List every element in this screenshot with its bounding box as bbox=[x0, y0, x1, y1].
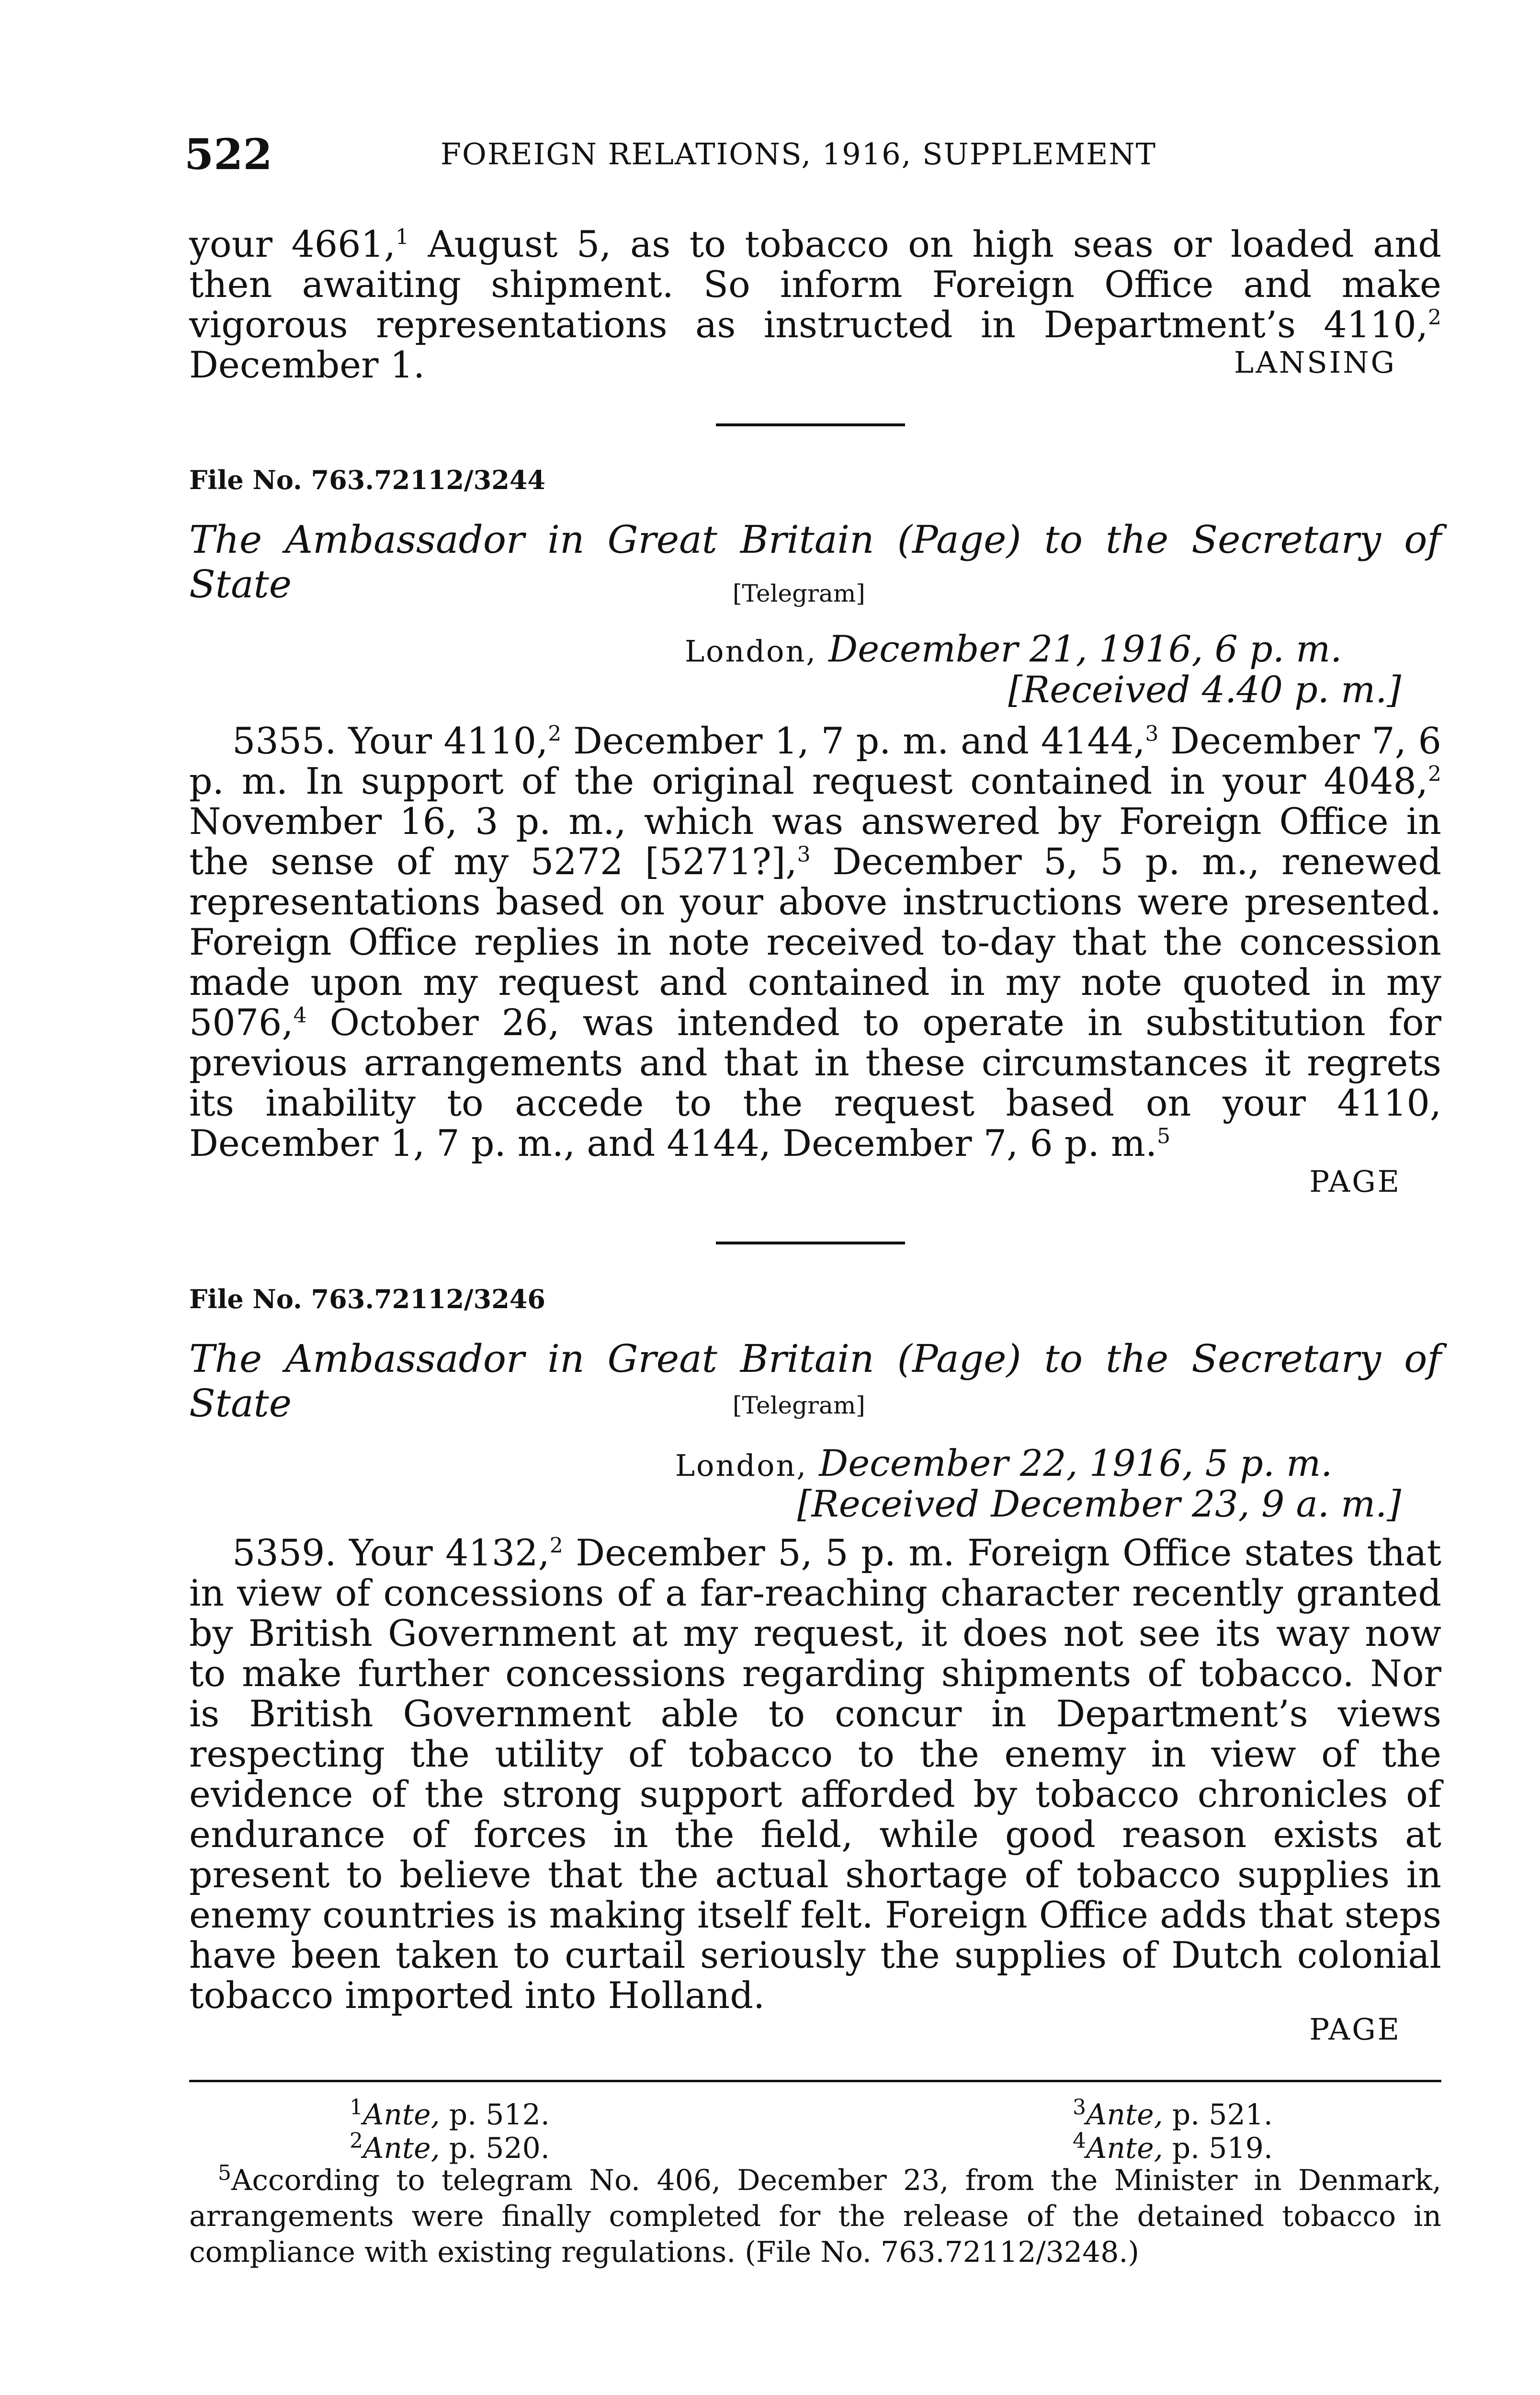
file-number: File No. 763.72112/3244 bbox=[189, 465, 545, 495]
running-title: FOREIGN RELATIONS, 1916, SUPPLEMENT bbox=[441, 137, 1157, 171]
document-title: The Ambassador in Great Britain (Page) to the Secretary of State bbox=[189, 1336, 1441, 1426]
file-number: File No. 763.72112/3246 bbox=[189, 1284, 545, 1314]
dateline-date: December 21, 1916, 6 p. m. bbox=[828, 627, 1342, 670]
section-divider bbox=[716, 423, 905, 426]
continuation-paragraph: your 4661,$^1$ August 5, as to tobacco on high seas or loaded and then awaiting shipment. So inform Foreign Office and make vigorous representations as instructed in Department’s 4110,$^2$ December 1. bbox=[189, 223, 1442, 386]
footnote-rule bbox=[189, 2080, 1441, 2082]
signature-lansing: LANSING bbox=[1234, 345, 1396, 380]
dateline bbox=[675, 1442, 1332, 1484]
signature-page: PAGE bbox=[1309, 1164, 1401, 1199]
telegram-body: 5355. Your 4110,$^2$ December 1, 7 p. m. and 4144,$^3$ December 7, 6 p. m. In support of the original request contained in your 4048,$^2$ November 16, 3 p. m., which was answered by Foreign Office in the sense of my 5272 [5271?],$^3$ December 5, 5 p. m., renewed representations based on your above instructions were presented. Foreign Office replies in note received to-day that the concession made upon my request and contained in my note quoted in my 5076,$^4$ October 26, was intended to operate in substitution for previous arrangements and that in these circumstances it regrets its inability to accede to the request based on your 4110, December 1, 7 p. m., and 4144, December 7, 6 p. m.$^5$ bbox=[189, 719, 1442, 1164]
dateline-place: London, bbox=[685, 634, 817, 669]
footnote-1: $^1$Ante, p. 512. bbox=[350, 2095, 550, 2132]
footnote-4: $^4$Ante, p. 519. bbox=[1073, 2129, 1273, 2165]
dateline-place: London, bbox=[675, 1448, 808, 1483]
telegram-body: 5359. Your 4132,$^2$ December 5, 5 p. m. Foreign Office states that in view of concessions of a far-reaching character recently granted by British Government at my request, it does not see its way now to make further concessions regarding shipments of tobacco. Nor is British Government able to concur in Department’s views respecting the utility of tobacco to the enemy in view of the evidence of the strong support afforded by tobacco chronicles of endurance of forces in the field, while good reason exists at present to believe that the actual shortage of tobacco supplies in enemy countries is making itself felt. Foreign Office adds that steps have been taken to curtail seriously the supplies of Dutch colonial tobacco imported into Holland. bbox=[189, 1531, 1442, 2017]
section-divider bbox=[716, 1242, 905, 1244]
signature-page: PAGE bbox=[1309, 2012, 1401, 2047]
dateline bbox=[685, 627, 1342, 670]
footnote-2: $^2$Ante, p. 520. bbox=[350, 2129, 550, 2165]
received-line: [Received 4.40 p. m.] bbox=[1008, 668, 1401, 711]
document-title: The Ambassador in Great Britain (Page) to the Secretary of State bbox=[189, 517, 1441, 606]
page-number: 522 bbox=[184, 129, 272, 179]
dateline-date: December 22, 1916, 5 p. m. bbox=[819, 1442, 1333, 1484]
footnote-3: $^3$Ante, p. 521. bbox=[1073, 2095, 1273, 2132]
footnote-5: $^5$According to telegram No. 406, December 23, from the Minister in Denmark, arrangements were finally completed for the release of the detained tobacco in compliance with existing regulations. (File No. 763.72112/3248.) bbox=[189, 2161, 1441, 2269]
telegram-label: [Telegram] bbox=[733, 1391, 865, 1419]
telegram-label: [Telegram] bbox=[733, 580, 865, 607]
received-line: [Received December 23, 9 a. m.] bbox=[797, 1483, 1401, 1525]
